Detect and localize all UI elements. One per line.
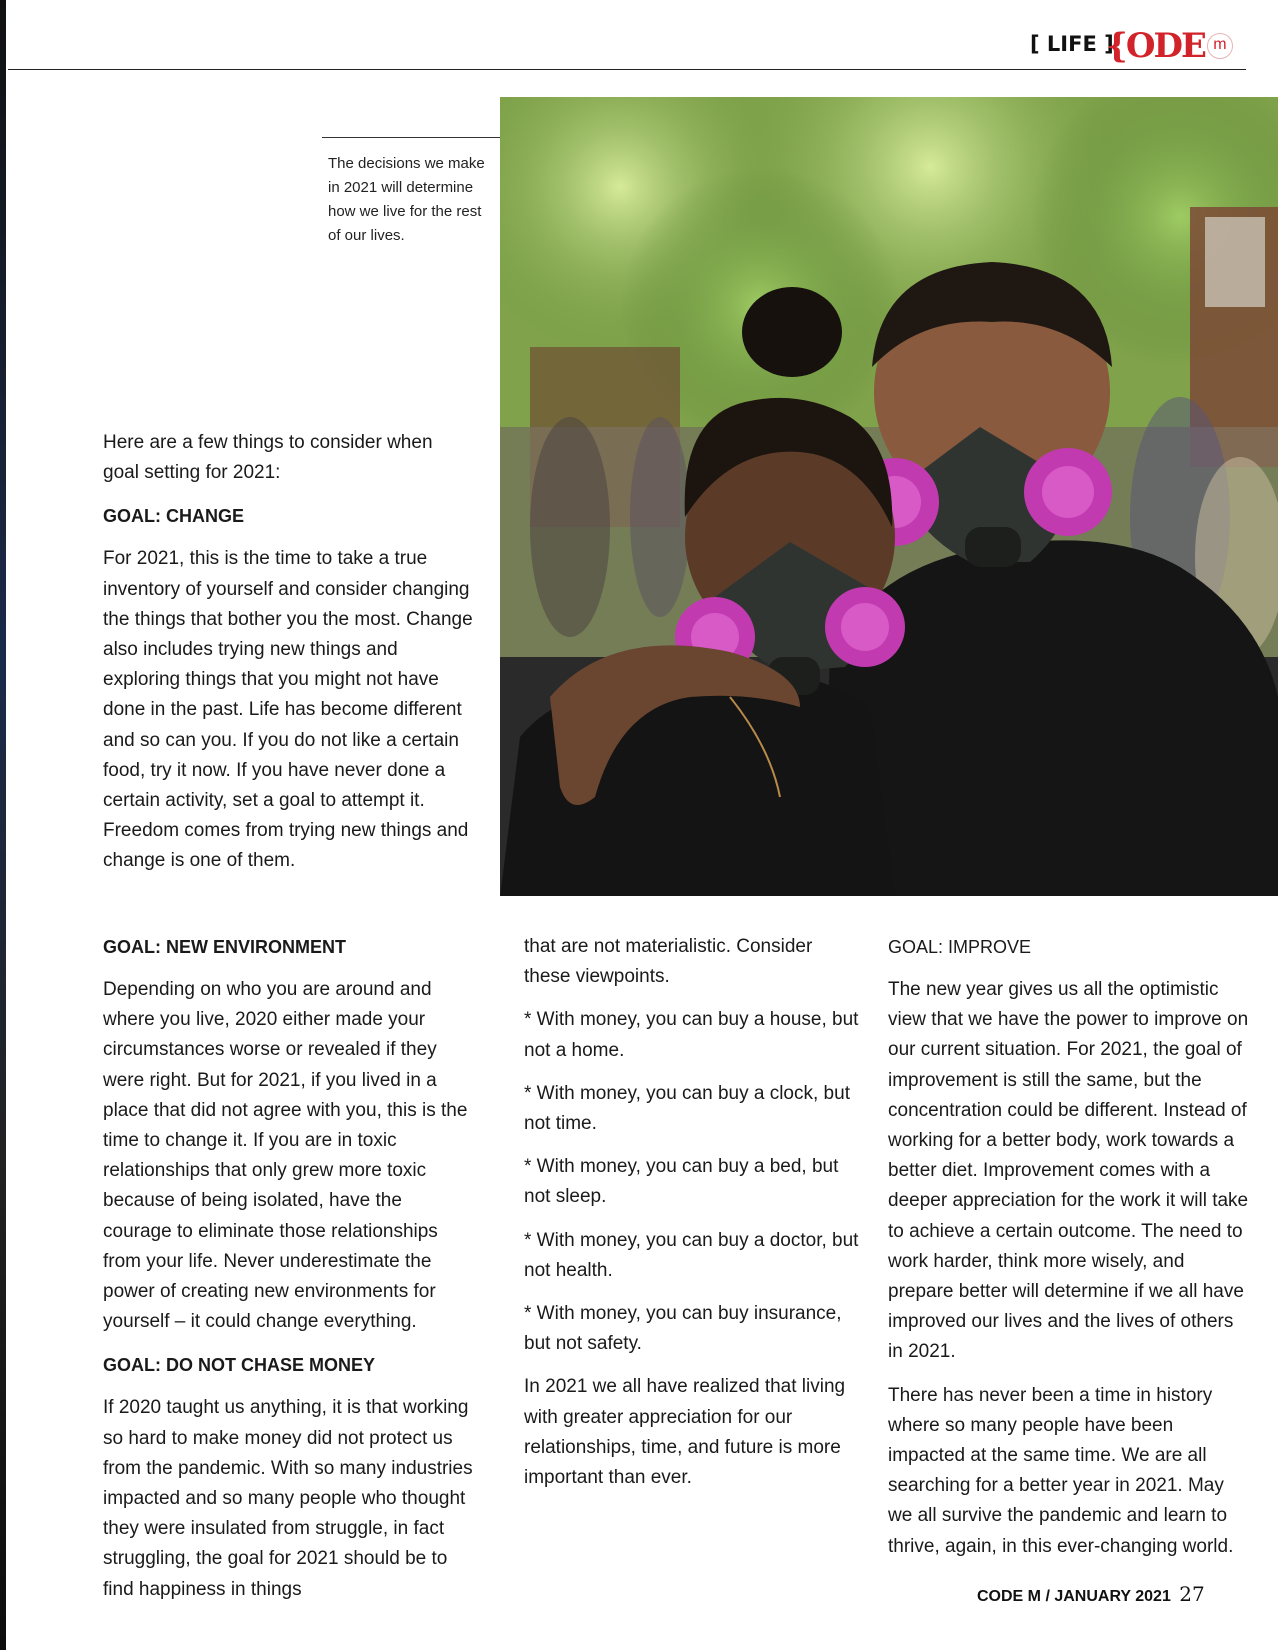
paragraph-closing: There has never been a time in history where so many people have been impacted at the same time. We are all searching for a better year in 2021. May we all survive the pandemic and learn to thrive, again, in this ever-changing world. xyxy=(888,1384,1234,1557)
logo-m-mark: m xyxy=(1207,33,1233,59)
page-number: 27 xyxy=(1179,1582,1205,1606)
article-column-1-bottom xyxy=(103,932,473,1618)
paragraph-goal-improve: The new year gives us all the optimistic view that we have the power to improve on our current situation. For 2021, the goal of improvement is still the same, but the concentration could be different. Instead of working for a better body, work towards a better diet. Improvement comes with a deeper appreciation for the work it will take to achieve a certain outcome. The need to work harder, think more wisely, and prepare better will determine if we all have improved our lives and the lives of others in 2021. xyxy=(888,979,1249,1363)
article-column-3 xyxy=(888,932,1250,1575)
money-bullet: * With money, you can buy a house, but not a home. xyxy=(524,1009,859,1061)
paragraph-goal-money-part2: that are not materialistic. Consider these viewpoints. xyxy=(524,936,813,988)
heading-goal-improve: GOAL: IMPROVE xyxy=(888,937,1032,957)
pullquote-rule xyxy=(322,137,518,138)
paragraph-goal-money-part1: If 2020 taught us anything, it is that working so hard to make money did not protect us from the pandemic. With so many industries impacted and so many people who thought they were insulated from struggle, in fact struggling, the goal for 2021 should be to find happiness in things xyxy=(103,1397,473,1600)
heading-goal-new-environment: GOAL: NEW ENVIRONMENT xyxy=(103,937,346,957)
page-footer xyxy=(977,1582,1205,1606)
logo-wordmark: {ODE xyxy=(1106,26,1205,66)
paragraph-money-closing: In 2021 we all have realized that living with greater appreciation for our relationships, time, and future is more important than ever. xyxy=(524,1376,846,1489)
article-column-2 xyxy=(524,932,864,1506)
intro-paragraph: Here are a few things to consider when goal setting for 2021: xyxy=(103,432,433,484)
section-tag: [ LIFE ] xyxy=(1030,32,1114,56)
money-bullet: * With money, you can buy a bed, but not sleep. xyxy=(524,1156,839,1208)
money-bullet: * With money, you can buy a clock, but not time. xyxy=(524,1082,850,1135)
article-column-1-top xyxy=(103,428,473,890)
heading-goal-change: GOAL: CHANGE xyxy=(103,506,244,527)
code-m-logo xyxy=(1106,26,1233,66)
pullquote: The decisions we make in 2021 will determine how we live for the rest of our lives. xyxy=(328,155,485,244)
money-bullet: * With money, you can buy insurance, but not safety. xyxy=(524,1303,842,1355)
page-edge-decoration xyxy=(0,0,6,1650)
money-bullet: * With money, you can buy a doctor, but not health. xyxy=(524,1229,859,1281)
footer-label: CODE M / JANUARY 2021 xyxy=(977,1588,1171,1605)
header-rule xyxy=(8,69,1246,70)
paragraph-goal-change: For 2021, this is the time to take a true inventory of yourself and consider changing the things that bother you the most. Change also includes trying new things and exploring things that you might not have done in the past. Life has become different and so can you. If you do not like a certain food, try it now. If you have never done a certain activity, set a goal to attempt it. Freedom comes from trying new things and change is one of them. xyxy=(103,548,473,872)
heading-goal-do-not-chase-money: GOAL: DO NOT CHASE MONEY xyxy=(103,1355,376,1376)
photo-couple-respirator-masks-icon xyxy=(500,97,1278,896)
feature-photo xyxy=(500,97,1278,896)
paragraph-goal-new-environment: Depending on who you are around and where you live, 2020 either made your circumstances worse or revealed if they were right. But for 2021, if you lived in a place that did not agree with you, this is the time to change it. If you are in toxic relationships that only grew more toxic because of being isolated, have the courage to eliminate those relationships from your life. Never underestimate the power of creating new environments for yourself – it could change everything. xyxy=(103,979,468,1333)
